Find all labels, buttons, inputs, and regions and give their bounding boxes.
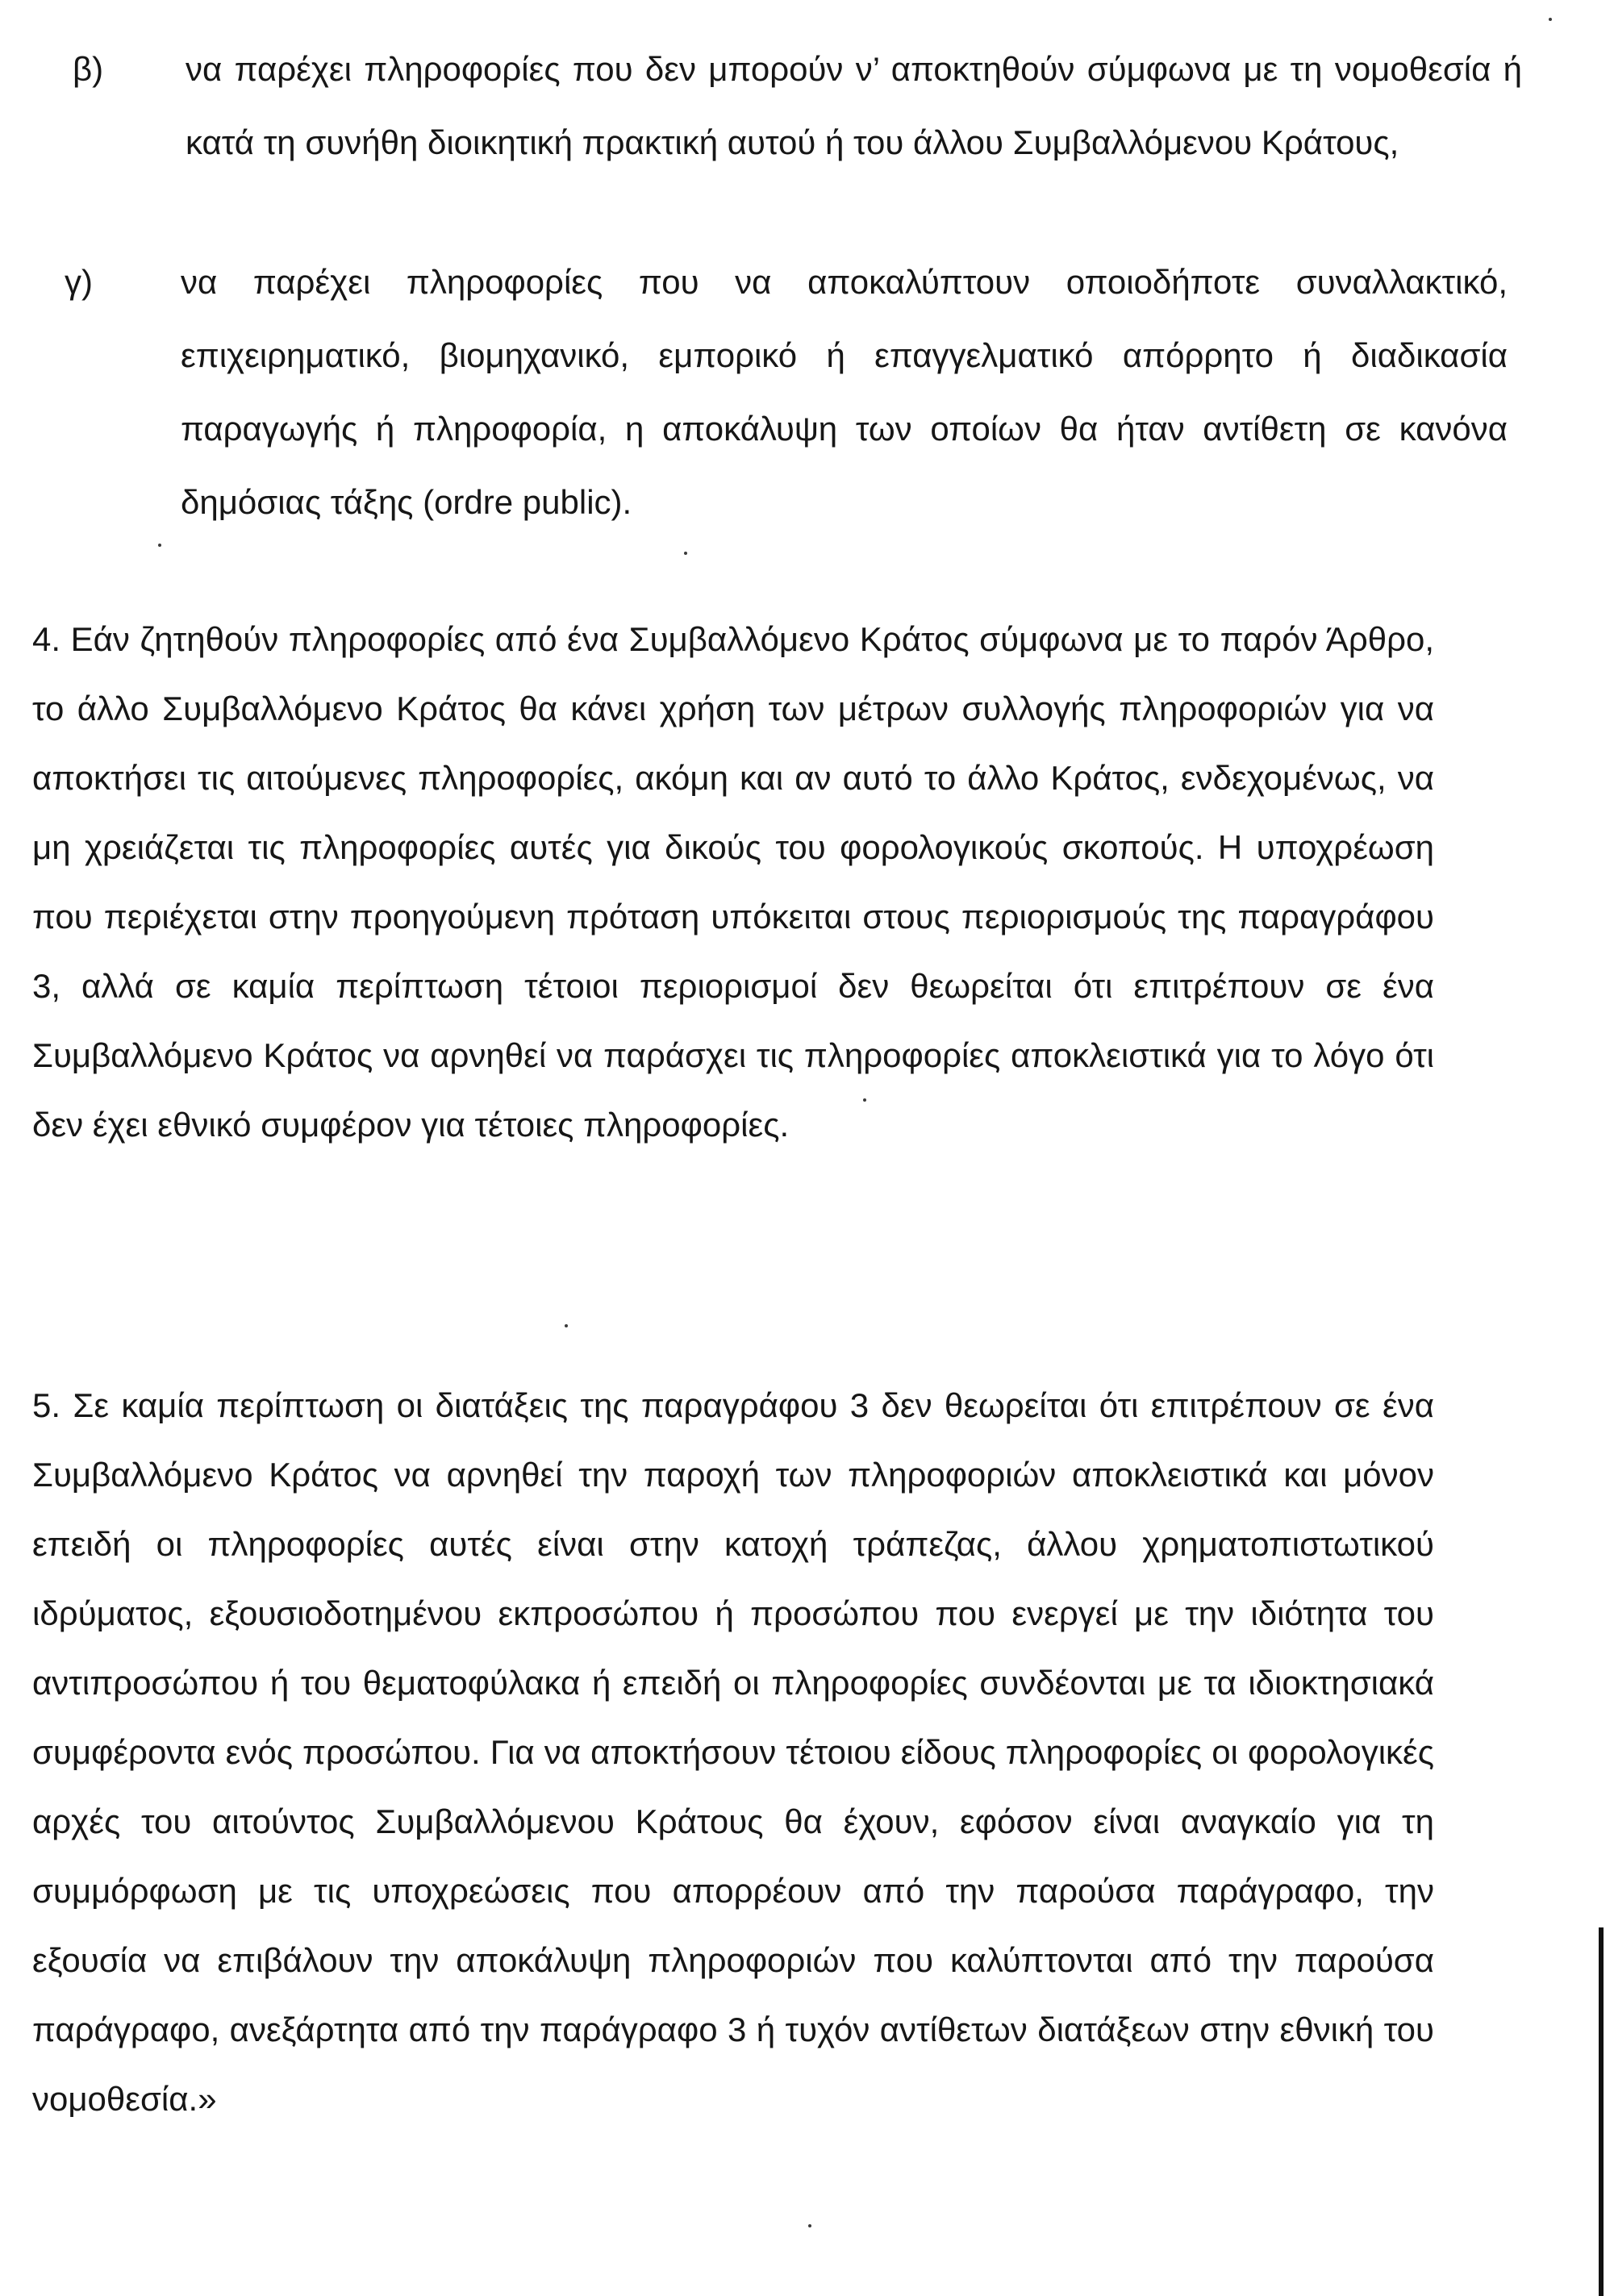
scan-edge-rule [1599, 1927, 1604, 2296]
scan-speck [684, 552, 687, 555]
scan-speck [565, 1324, 568, 1327]
scan-speck [863, 1098, 866, 1102]
scan-speck [808, 2224, 811, 2227]
list-marker-gamma: γ) [65, 263, 93, 301]
list-item-beta-text: να παρέχει πληροφορίες που δεν μπορούν ν’ αποκτηθούν σύμφωνα με τη νομοθεσία ή κατά τη συνήθη διοικητική πρακτική αυτού ή του άλλου Συμβαλλόμενου Κράτους, [186, 50, 1522, 161]
list-marker-beta: β) [73, 50, 104, 88]
list-item-gamma-text: να παρέχει πληροφορίες που να αποκαλύπτουν οποιοδήποτε συναλλακτικό, επιχειρηματικό, βιομηχανικό, εμπορικό ή επαγγελματικό απόρρητο ή διαδικασία παραγωγής ή πληροφορία, η αποκάλυψη των οποίων θα ήταν αντίθετη σε κανόνα δημόσιας τάξης (ordre public). [181, 263, 1508, 521]
scan-speck [158, 544, 161, 547]
paragraph-5: 5. Σε καμία περίπτωση οι διατάξεις της παραγράφου 3 δεν θεωρείται ότι επιτρέπουν σε ένα Συμβαλλόμενο Κράτος να αρνηθεί την παροχή των πληροφοριών αποκλειστικά και μόνον επειδή οι πληροφορίες αυτές είναι στην κατοχή τράπεζας, άλλου χρηματοπιστωτικού ιδρύματος, εξουσιοδοτημένου εκπροσώπου ή προσώπου που ενεργεί με την ιδιότητα του αντιπροσώπου ή του θεματοφύλακα ή επειδή οι πληροφορίες συνδέονται με τα ιδιοκτησιακά συμφέροντα ενός προσώπου. Για να αποκτήσουν τέτοιου είδους πληροφορίες οι φορολογικές αρχές του αιτούντος Συμβαλλόμενου Κράτους θα έχουν, εφόσον είναι αναγκαίο για τη συμμόρφωση με τις υποχρεώσεις που απορρέουν από την παρούσα παράγραφο, την εξουσία να επιβάλουν την αποκάλυψη πληροφοριών που καλύπτονται από την παρούσα παράγραφο, ανεξάρτητα από την παράγραφο 3 ή τυχόν αντίθετων διατάξεων στην εθνική του νομοθεσία.» [32, 1386, 1434, 2118]
paragraph-4: 4. Εάν ζητηθούν πληροφορίες από ένα Συμβαλλόμενο Κράτος σύμφωνα με το παρόν Άρθρο, το άλλο Συμβαλλόμενο Κράτος θα κάνει χρήση των μέτρων συλλογής πληροφοριών για να αποκτήσει τις αιτούμενες πληροφορίες, ακόμη και αν αυτό το άλλο Κράτος, ενδεχομένως, να μη χρειάζεται τις πληροφορίες αυτές για δικούς του φορολογικούς σκοπούς. Η υποχρέωση που περιέχεται στην προηγούμενη πρόταση υπόκειται στους περιορισμούς της παραγράφου 3, αλλά σε καμία περίπτωση τέτοιοι περιορισμοί δεν θεωρείται ότι επιτρέπουν σε ένα Συμβαλλόμενο Κράτος να αρνηθεί να παράσχει τις πληροφορίες αποκλειστικά για το λόγο ότι δεν έχει εθνικό συμφέρον για τέτοιες πληροφορίες. [32, 620, 1434, 1144]
scan-speck [1549, 18, 1552, 21]
